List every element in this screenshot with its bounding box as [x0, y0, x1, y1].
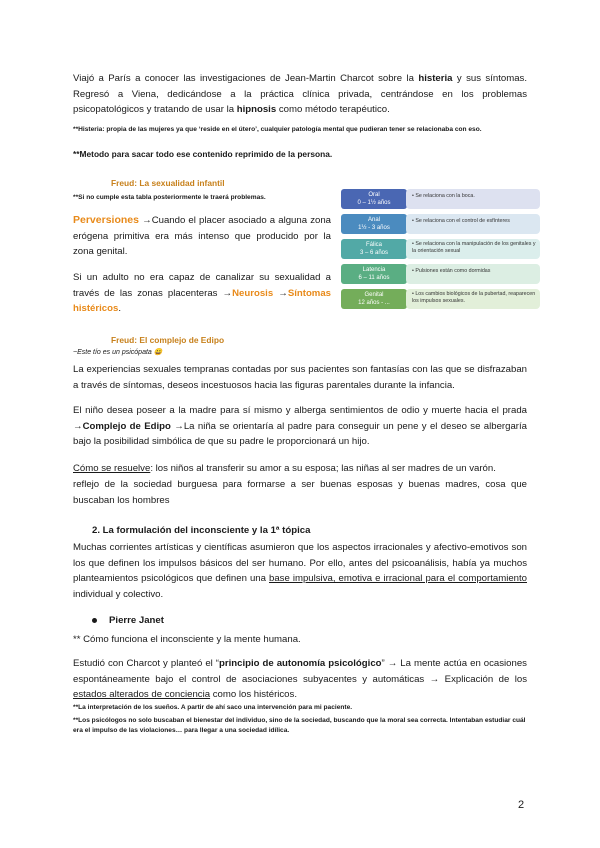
paragraph-experiencias: La experiencias sexuales tempranas contadas por sus pacientes son fantasías con las que se disfrazaban a través de síntomas, deseos incestuosos hacia las figuras parentales durante la infancia. — [73, 364, 527, 391]
note-suenos: **La interpretación de los sueños. A partir de ahí saco una intervención para mi paciente. — [73, 704, 353, 711]
stage-description: • Se relaciona con la boca. — [406, 189, 540, 209]
heading-formulacion-inconsciente: 2. La formulación del inconsciente y la 1ª tópica — [92, 525, 311, 536]
paragraph-perversiones: Perversiones →Cuando el placer asociado a alguna zona erógena primitiva era más intenso que producido por la zona genital. — [73, 214, 331, 258]
paragraph-reflejo-sociedad: reflejo de la sociedad burguesa para formarse a ser buenas esposas y buenas madres, cosa que buscaban los hombres — [73, 479, 527, 506]
note-psicopata: ~Este tío es un psicópata 😀 — [73, 349, 163, 356]
bullet-pierre-janet: Pierre Janet — [92, 613, 546, 629]
stage-row — [340, 214, 510, 234]
stage-description: • Los cambios biológicos de la pubertad, reaparecen los impulsos sexuales. — [406, 289, 540, 309]
note-inconsciente: ** Cómo funciona el inconsciente y la mente humana. — [73, 634, 301, 645]
paragraph-corrientes: Muchas corrientes artísticas y científicas asumieron que los aspectos irracionales y afectivo-emotivos son los que definen los impulsos básicos del ser humano. Por ello, antes del psicoanálisis, había ya muchos planteamientos psicológicos que definen una base impulsiva, emotiva e irracional para el comportamiento individual y colectivo. — [73, 542, 527, 600]
stage-row — [340, 189, 475, 209]
note-histeria: **Histeria: propia de las mujeres ya que ‘reside en el útero’, cualquier patología mental que pudieran tener se relacionaba con eso. — [73, 126, 482, 133]
stage-label: Fálica 3 – 6 años — [341, 239, 407, 259]
page-number: 2 — [518, 799, 525, 811]
note-metodo: **Metodo para sacar todo ese contenido reprimido de la persona. — [73, 149, 333, 159]
stage-description: • Se relaciona con la manipulación de los genitales y la orientación sexual — [406, 239, 540, 259]
paragraph-neurosis: Si un adulto no era capaz de canalizar su sexualidad a través de las zonas placenteras →Neurosis →Síntomas histéricos. — [73, 272, 332, 315]
stage-description: • Pulsiones están como dormidas — [406, 264, 540, 284]
paragraph-janet: Estudió con Charcot y planteó el “principio de autonomía psicológico” → La mente actúa en ocasiones espontáneamente bajo el control de asociaciones subyacentes y automáticas → Explicación de los estados alterados de conciencia como los histéricos. — [73, 658, 527, 701]
stage-description: • Se relaciona con el control de esfínteres — [406, 214, 540, 234]
paragraph-como-se-resuelve: Cómo se resuelve: los niños al transferir su amor a su esposa; las niñas al ser madres de un varón. — [73, 463, 496, 474]
stage-label: Latencia 6 – 11 años — [341, 264, 407, 284]
note-psicologos: **Los psicólogos no solo buscaban el bienestar del individuo, sino de la sociedad, buscando que la moral sea correcta. Intentaban estudiar cuál era el impulso de las violaciones… para llegar a una sociedad idílica. — [73, 717, 526, 734]
stage-row — [340, 239, 536, 259]
stage-label: Oral 0 – 1½ años — [341, 189, 407, 209]
heading-complejo-edipo: Freud: El complejo de Edipo — [111, 335, 225, 345]
stage-row — [340, 289, 536, 309]
note-tabla: **Si no cumple esta tabla posteriormente le traerá problemas. — [73, 194, 266, 201]
stage-label: Anal 1½ - 3 años — [341, 214, 407, 234]
paragraph-complejo-edipo: El niño desea poseer a la madre para sí mismo y alberga sentimientos de odio y muerte hacia el prada →Complejo de Edipo →La niña se orientaría al padre para conseguir un pene y el deseo se albergaría bajo la posibilidad simbólica de que su padre le proporcionará un hijo. — [73, 405, 527, 448]
stage-label: Genital 12 años - ... — [341, 289, 407, 309]
stage-row — [340, 264, 491, 284]
paragraph-charcot: Viajó a París a conocer las investigaciones de Jean-Martin Charcot sobre la histeria y sus síntomas. Regresó a Viena, dedicándose a la práctica clínica privada, centrándose en los problemas psicopatológicos y tratando de usar la hipnosis como método terapéutico. — [73, 73, 527, 116]
heading-sexualidad-infantil: Freud: La sexualidad infantil — [111, 178, 225, 188]
bullet-icon — [92, 618, 97, 623]
